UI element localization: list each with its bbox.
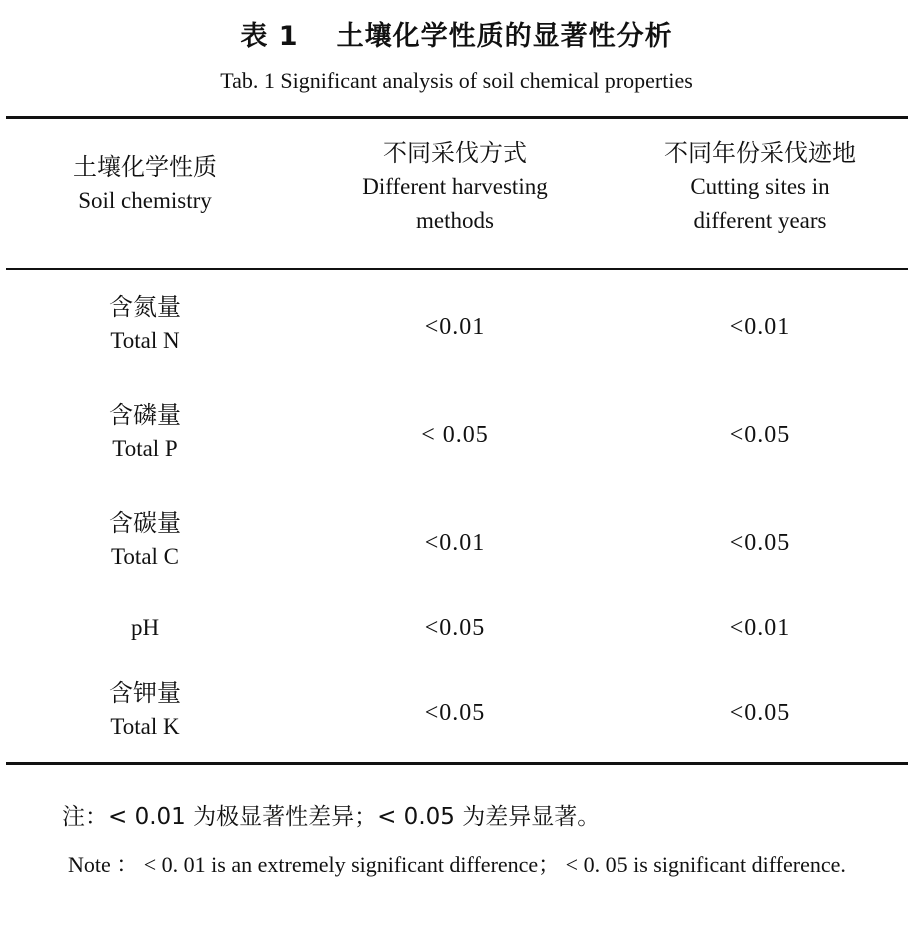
header-cutting-years (610, 136, 910, 238)
table-note-en: Note ： < 0. 01 is an extremely significant difference； < 0. 05 is significant difference. (68, 852, 846, 877)
cell-years-total-c: <0.05 (729, 530, 791, 556)
table-title-en: Tab. 1 Significant analysis of soil chemical properties (220, 68, 693, 93)
header-harvesting-methods (310, 136, 600, 238)
row-label-en: Total K (110, 714, 180, 739)
row-label-en: Total C (110, 544, 180, 569)
cell-methods-total-n: <0.01 (424, 314, 486, 340)
row-label-zh: 含碳量 (109, 509, 181, 537)
row-label-total-p (20, 398, 270, 466)
header-en: Soil chemistry (78, 188, 212, 213)
table-title-zh (0, 14, 913, 53)
row-label-zh: 含氮量 (109, 293, 181, 321)
header-en: Cutting sites in different years (690, 174, 830, 233)
table-note-zh: 注：< 0.01 为极显著性差异；< 0.05 为差异显著。 (62, 804, 601, 830)
cell-methods-total-p: < 0.05 (421, 422, 489, 448)
row-label-ph (20, 611, 270, 645)
table-top-rule (6, 116, 908, 119)
row-label-total-k (20, 676, 270, 744)
table-number: 表 1 (240, 21, 299, 52)
header-zh: 土壤化学性质 (73, 153, 217, 181)
header-soil-chemistry (20, 150, 270, 218)
row-label-en: Total N (110, 328, 180, 353)
row-label-total-c (20, 506, 270, 574)
row-label-zh: 含磷量 (109, 401, 181, 429)
header-zh: 不同年份采伐迹地 (664, 139, 856, 167)
cell-years-total-k: <0.05 (729, 700, 791, 726)
cell-methods-total-k: <0.05 (424, 700, 486, 726)
table-bottom-rule (6, 762, 908, 765)
cell-methods-ph: <0.05 (424, 615, 486, 641)
cell-years-total-n: <0.01 (729, 314, 791, 340)
table-header-rule (6, 268, 908, 270)
table-title-text: 土壤化学性质的显著性分析 (336, 21, 673, 52)
header-en: Different harvesting methods (362, 174, 548, 233)
cell-years-ph: <0.01 (729, 615, 791, 641)
header-zh: 不同采伐方式 (383, 139, 527, 167)
cell-years-total-p: <0.05 (729, 422, 791, 448)
row-label-en: pH (130, 615, 160, 640)
row-label-zh: 含钾量 (109, 679, 181, 707)
cell-methods-total-c: <0.01 (424, 530, 486, 556)
row-label-en: Total P (112, 436, 178, 461)
row-label-total-n (20, 290, 270, 358)
